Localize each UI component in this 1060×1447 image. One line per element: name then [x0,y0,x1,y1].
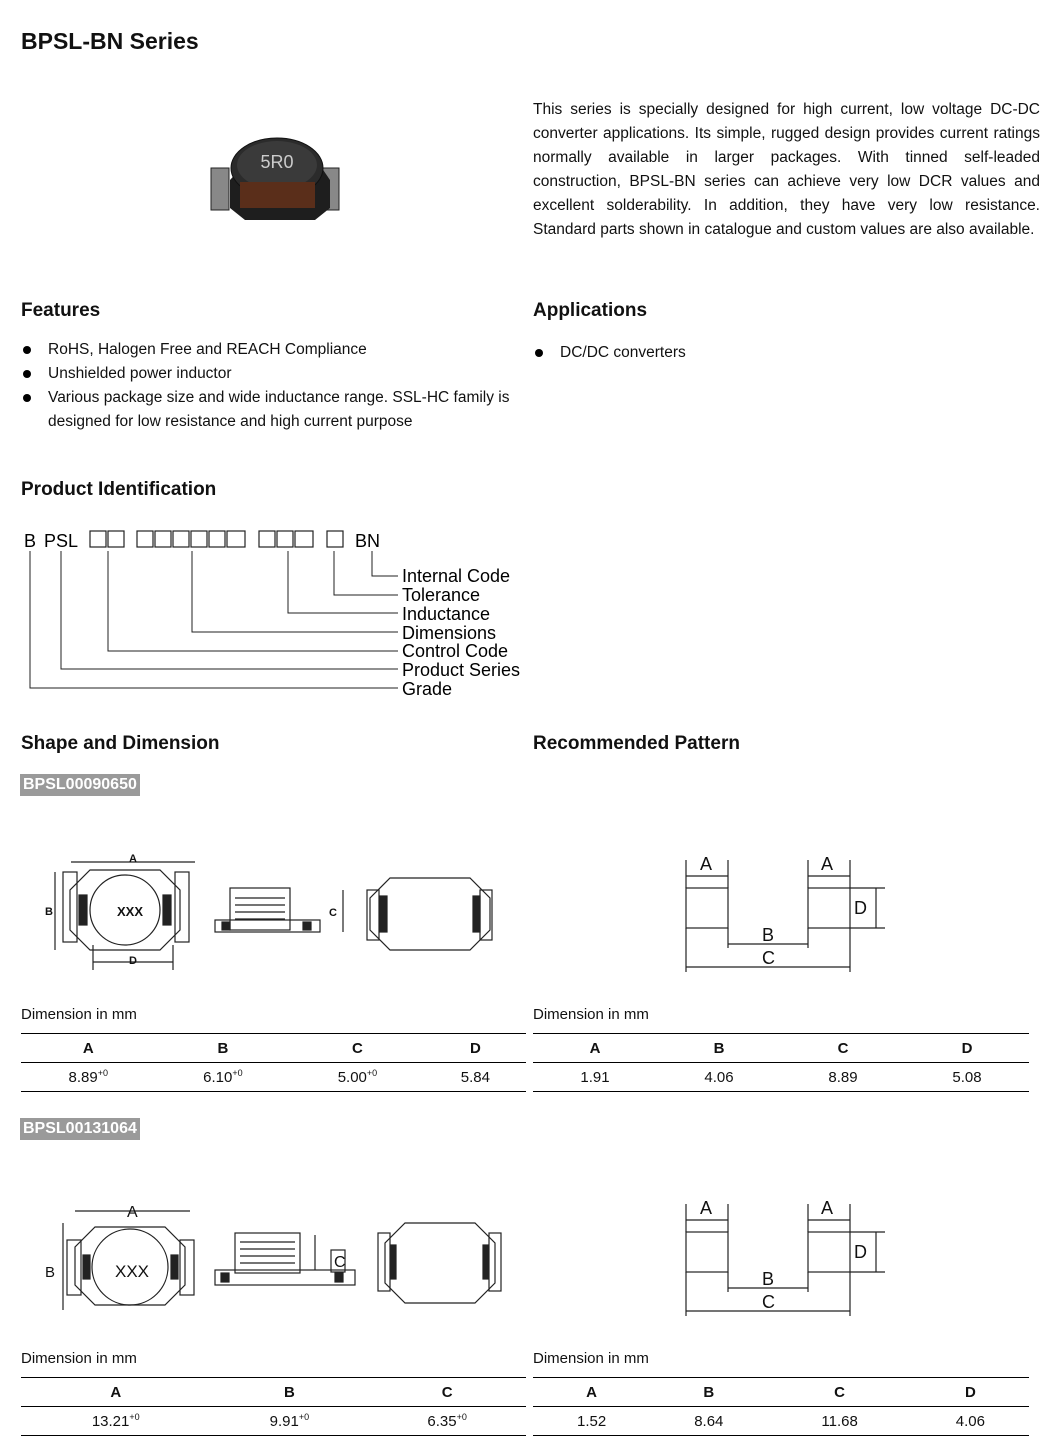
table-cell: 1.52 [533,1407,650,1436]
shape-drawing [45,850,505,975]
table-cell: 5.84 [425,1063,526,1092]
product-identification-heading: Product Identification [21,479,217,500]
pattern-dimension-table [533,1377,1029,1436]
label-grade: Grade [402,679,453,699]
dim-label-a: A [127,1204,138,1221]
code-series: PSL [44,531,79,551]
product-photo [205,130,345,225]
col-header: C [781,1034,905,1063]
col-header: A [533,1378,650,1407]
col-header: B [156,1034,291,1063]
dim-label-c: C [329,907,337,919]
col-header: B [657,1034,781,1063]
intro-text: This series is specially designed for high current, low voltage DC-DC converter applications. Its simple, rugged design provides current ratings normally available in larger packages. With tinned self-leaded construction, BPSL-BN series can achieve very low DCR values and excellent solderability. In addition, they have very low resistance. Standard parts shown in catalogue and custom values are also available. [533,101,1040,238]
pattern-label-b: B [762,1269,775,1289]
pattern-label-c: C [762,1292,775,1312]
col-header: C [368,1378,526,1407]
col-header: D [912,1378,1029,1407]
pattern-label-a: A [821,854,834,874]
model-badge: BPSL00131064 [20,1118,140,1140]
pattern-label-c: C [762,948,775,968]
code-suffix: BN [355,531,381,551]
model-badge: BPSL00090650 [20,774,140,796]
label-internal-code: Internal Code [402,566,511,586]
dim-unit-label: Dimension in mm [533,1006,649,1023]
shape-dimension-table [21,1377,526,1436]
label-product-series: Product Series [402,660,521,680]
table-cell: $13.21^{+0}$ [21,1407,210,1436]
col-header: C [767,1378,911,1407]
shape-heading: Shape and Dimension [21,733,220,754]
product-marking: 5R0 [260,152,294,172]
dim-label-c: C [334,1254,346,1271]
table-cell: 1.91 [533,1063,657,1092]
features-list [21,338,521,434]
feature-item: RoHS, Halogen Free and REACH Compliance [21,338,521,362]
pattern-drawing [680,1192,895,1320]
table-cell: $6.35^{+0}$ [368,1407,526,1436]
table-cell: 5.08 [905,1063,1029,1092]
pattern-drawing [680,848,895,976]
page-title: BPSL-BN Series [21,28,199,54]
code-grade: B [24,531,37,551]
col-header: D [425,1034,526,1063]
shape-dimension-table [21,1033,526,1092]
pattern-label-a: A [700,1198,713,1218]
col-header: A [21,1034,156,1063]
col-header: B [650,1378,767,1407]
label-inductance: Inductance [402,604,491,624]
table-cell: $6.10^{+0}$ [156,1063,291,1092]
product-id-diagram [20,525,540,700]
dim-label-d: D [129,955,137,967]
col-header: B [210,1378,368,1407]
table-row [21,1063,526,1092]
table-cell: $5.00^{+0}$ [290,1063,425,1092]
table-cell: $8.89^{+0}$ [21,1063,156,1092]
pattern-label-d: D [854,1242,867,1262]
pattern-label-b: B [762,925,775,945]
table-cell: 11.68 [767,1407,911,1436]
table-row [21,1407,526,1436]
pattern-label-a: A [700,854,713,874]
table-cell: $9.91^{+0}$ [210,1407,368,1436]
dim-unit-label: Dimension in mm [533,1350,649,1367]
dim-unit-label: Dimension in mm [21,1006,137,1023]
application-item: DC/DC converters [533,341,933,365]
pattern-label-d: D [854,898,867,918]
features-heading: Features [21,300,101,321]
table-cell: 8.64 [650,1407,767,1436]
part-marking: XXX [115,1262,150,1281]
feature-item: Various package size and wide inductance range. SSL-HC family is designed for low resistance and high current purpose [21,386,521,434]
dim-label-b: B [45,1264,56,1281]
col-header: A [21,1378,210,1407]
col-header: C [290,1034,425,1063]
shape-drawing [45,1195,505,1320]
table-cell: 4.06 [912,1407,1029,1436]
feature-item: Unshielded power inductor [21,362,521,386]
label-tolerance: Tolerance [402,585,481,605]
pattern-dimension-table [533,1033,1029,1092]
dim-unit-label: Dimension in mm [21,1350,137,1367]
table-cell: 4.06 [657,1063,781,1092]
col-header: D [905,1034,1029,1063]
label-dimensions: Dimensions [402,623,497,643]
table-cell: 8.89 [781,1063,905,1092]
dim-label-a: A [129,853,137,865]
table-row [533,1063,1029,1092]
dim-label-b: B [45,906,53,918]
col-header: A [533,1034,657,1063]
applications-heading: Applications [533,300,648,321]
pattern-heading: Recommended Pattern [533,733,740,754]
label-control-code: Control Code [402,641,509,661]
applications-list [533,341,933,365]
table-row [533,1407,1029,1436]
pattern-label-a: A [821,1198,834,1218]
part-marking: XXX [117,904,144,919]
